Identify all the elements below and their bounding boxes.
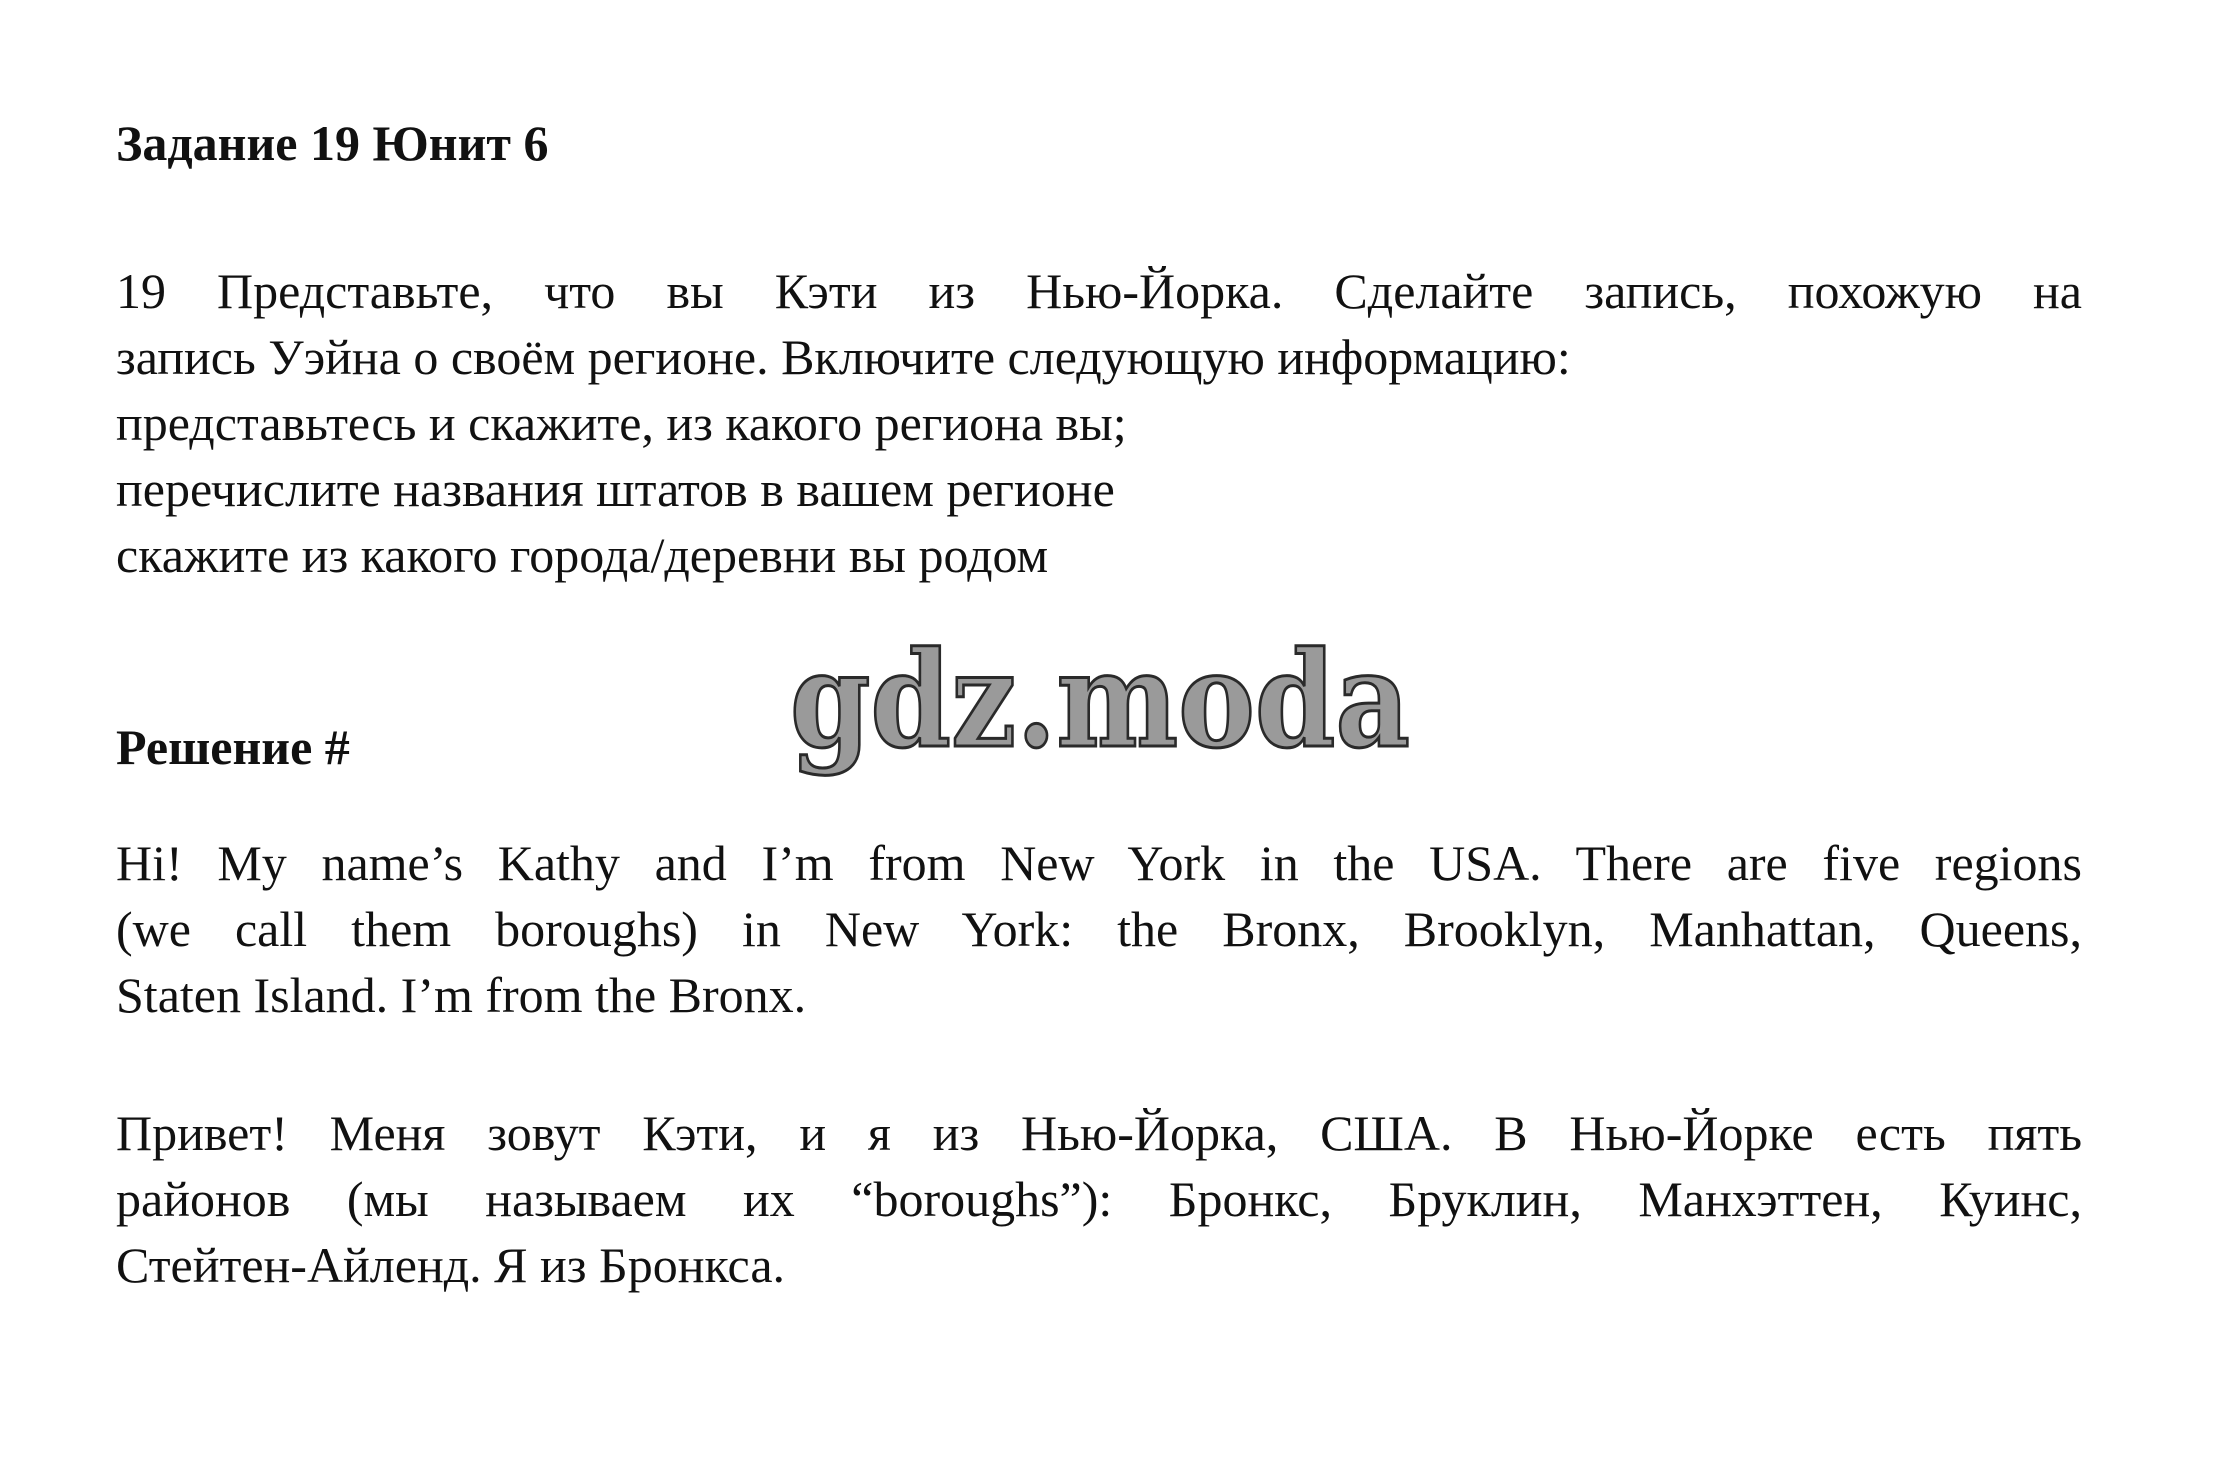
- answer-russian: [116, 1100, 2082, 1298]
- task-line: 19 Представьте, что вы Кэти из Нью-Йорка. Сделайте запись, похожую на: [116, 263, 2082, 319]
- task-line: представьтесь и скажите, из какого региона вы;: [116, 395, 1127, 451]
- task-title: Задание 19 Юнит 6: [116, 115, 549, 171]
- solution-title: Решение #: [116, 719, 350, 775]
- answer-russian-line: Стейтен-Айленд. Я из Бронкса.: [116, 1237, 786, 1293]
- answer-english: [116, 830, 2082, 1028]
- answer-russian-line: Привет! Меня зовут Кэти, и я из Нью-Йорка, США. В Нью-Йорке есть пять: [116, 1105, 2082, 1161]
- task-line: запись Уэйна о своём регионе. Включите следующую информацию:: [116, 329, 1571, 385]
- task-line: скажите из какого города/деревни вы родом: [116, 527, 1049, 583]
- watermark-text: gdz.moda: [790, 623, 1410, 778]
- watermark-logo: [784, 623, 1424, 788]
- answer-russian-line: районов (мы называем их “boroughs”): Бронкс, Бруклин, Манхэттен, Куинс,: [116, 1171, 2082, 1227]
- answer-english-line: Staten Island. I’m from the Bronx.: [116, 967, 807, 1023]
- task-description: [116, 258, 2082, 588]
- answer-english-line: (we call them boroughs) in New York: the Bronx, Brooklyn, Manhattan, Queens,: [116, 901, 2082, 957]
- answer-english-line: Hi! My name’s Kathy and I’m from New York in the USA. There are five regions: [116, 835, 2082, 891]
- watermark-graphic: [784, 623, 1424, 788]
- task-line: перечислите названия штатов в вашем регионе: [116, 461, 1115, 517]
